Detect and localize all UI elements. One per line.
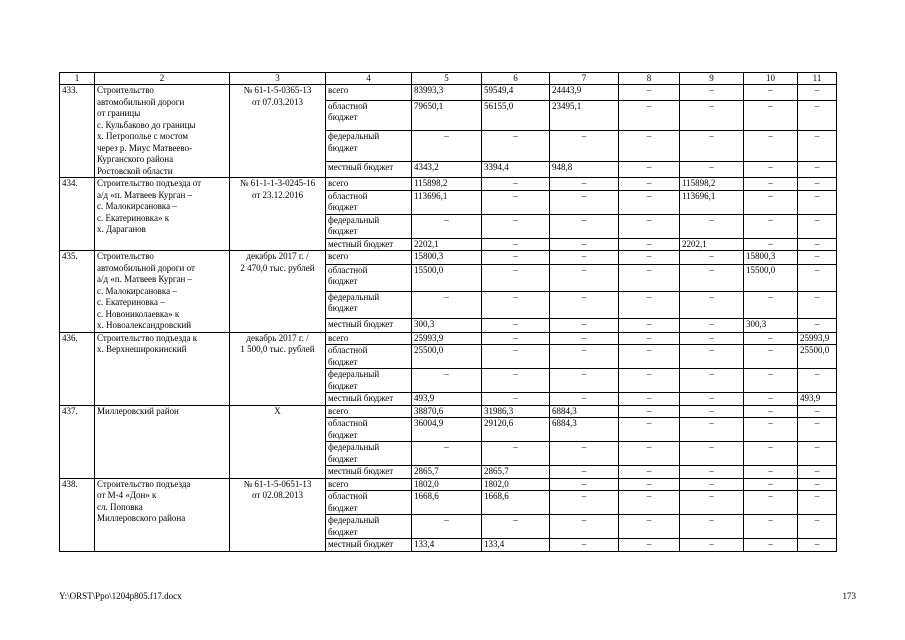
- amount-cell: 3394,4: [482, 162, 550, 178]
- entry-number: 434.: [60, 178, 95, 251]
- funding-source: местный бюджет: [326, 539, 412, 552]
- amount-cell: –: [744, 405, 798, 418]
- amount-cell: –: [744, 539, 798, 552]
- entry-number: 438.: [60, 478, 95, 551]
- column-number-header: 3: [230, 73, 326, 85]
- funding-source: областной бюджет: [326, 491, 412, 515]
- funding-source: областной бюджет: [326, 190, 412, 214]
- amount-cell: –: [619, 291, 680, 318]
- entry-number: 435.: [60, 251, 95, 333]
- amount-cell: –: [744, 466, 798, 479]
- amount-cell: –: [482, 251, 550, 265]
- amount-cell: –: [744, 85, 798, 101]
- amount-cell: –: [550, 190, 619, 214]
- amount-cell: –: [482, 264, 550, 291]
- amount-cell: –: [619, 85, 680, 101]
- amount-cell: 115898,2: [680, 178, 744, 191]
- amount-cell: 493,9: [798, 393, 837, 406]
- table-row: [60, 405, 837, 418]
- amount-cell: –: [482, 291, 550, 318]
- amount-cell: –: [412, 515, 482, 539]
- funding-source: областной бюджет: [326, 100, 412, 131]
- amount-cell: 6884,3: [550, 405, 619, 418]
- amount-cell: –: [550, 251, 619, 265]
- funding-source: федеральный бюджет: [326, 214, 412, 238]
- amount-cell: –: [744, 291, 798, 318]
- amount-cell: –: [744, 369, 798, 393]
- amount-cell: –: [798, 418, 837, 442]
- amount-cell: 2865,7: [412, 466, 482, 479]
- amount-cell: –: [619, 466, 680, 479]
- amount-cell: –: [550, 393, 619, 406]
- amount-cell: –: [798, 162, 837, 178]
- funding-source: областной бюджет: [326, 264, 412, 291]
- amount-cell: –: [412, 442, 482, 466]
- amount-cell: 2202,1: [680, 238, 744, 251]
- amount-cell: –: [482, 369, 550, 393]
- amount-cell: –: [619, 369, 680, 393]
- amount-cell: –: [619, 178, 680, 191]
- amount-cell: –: [798, 442, 837, 466]
- amount-cell: –: [619, 442, 680, 466]
- table-row: [60, 85, 837, 101]
- entry-number: 433.: [60, 85, 95, 178]
- column-number-header: 7: [550, 73, 619, 85]
- amount-cell: –: [744, 515, 798, 539]
- amount-cell: 15500,0: [744, 264, 798, 291]
- column-number-header: 10: [744, 73, 798, 85]
- amount-cell: –: [619, 478, 680, 491]
- amount-cell: 23495,1: [550, 100, 619, 131]
- amount-cell: –: [798, 238, 837, 251]
- amount-cell: –: [798, 515, 837, 539]
- entry-document: декабрь 2017 г. / 1 500,0 тыс. рублей: [230, 332, 326, 405]
- table-row: [60, 178, 837, 191]
- amount-cell: 1802,0: [482, 478, 550, 491]
- amount-cell: –: [619, 393, 680, 406]
- amount-cell: –: [798, 466, 837, 479]
- amount-cell: –: [550, 478, 619, 491]
- entry-document: Х: [230, 405, 326, 478]
- table-row: [60, 251, 837, 265]
- amount-cell: 113696,1: [680, 190, 744, 214]
- amount-cell: –: [550, 466, 619, 479]
- amount-cell: –: [619, 418, 680, 442]
- table-header-row: [60, 73, 837, 85]
- amount-cell: 24443,9: [550, 85, 619, 101]
- amount-cell: –: [798, 178, 837, 191]
- amount-cell: 2865,7: [482, 466, 550, 479]
- funding-source: федеральный бюджет: [326, 291, 412, 318]
- amount-cell: –: [680, 478, 744, 491]
- amount-cell: –: [744, 478, 798, 491]
- amount-cell: –: [550, 318, 619, 332]
- amount-cell: 15500,0: [412, 264, 482, 291]
- amount-cell: 36004,9: [412, 418, 482, 442]
- entry-document: декабрь 2017 г. / 2 470,0 тыс. рублей: [230, 251, 326, 333]
- amount-cell: –: [619, 251, 680, 265]
- entry-document: № 61-1-1-3-0245-16 от 23.12.2016: [230, 178, 326, 251]
- amount-cell: 25993,9: [412, 332, 482, 345]
- amount-cell: –: [680, 318, 744, 332]
- amount-cell: –: [680, 539, 744, 552]
- amount-cell: –: [798, 214, 837, 238]
- amount-cell: 6884,3: [550, 418, 619, 442]
- amount-cell: 493,9: [412, 393, 482, 406]
- amount-cell: –: [619, 515, 680, 539]
- amount-cell: –: [412, 291, 482, 318]
- amount-cell: –: [482, 515, 550, 539]
- amount-cell: –: [744, 190, 798, 214]
- amount-cell: –: [550, 539, 619, 552]
- amount-cell: –: [550, 264, 619, 291]
- amount-cell: 25993,9: [798, 332, 837, 345]
- funding-source: федеральный бюджет: [326, 369, 412, 393]
- amount-cell: –: [744, 345, 798, 369]
- amount-cell: –: [550, 515, 619, 539]
- funding-source: всего: [326, 178, 412, 191]
- funding-source: местный бюджет: [326, 162, 412, 178]
- amount-cell: 29120,6: [482, 418, 550, 442]
- column-number-header: 8: [619, 73, 680, 85]
- amount-cell: –: [680, 332, 744, 345]
- amount-cell: –: [550, 491, 619, 515]
- amount-cell: –: [482, 238, 550, 251]
- entry-description: Строительство автомобильной дороги от границы с. Кульбаково до границы х. Петрополье с мостом через р. Миус Матвеево- Курганского района Ростовской области: [95, 85, 230, 178]
- entry-description: Строительство автомобильной дороги от а/д «п. Матвеев Курган – с. Малокирсановка – с. Екатериновка – с. Новониколаевка» к х. Новоалександровский: [95, 251, 230, 333]
- table-row: [60, 478, 837, 491]
- amount-cell: –: [619, 332, 680, 345]
- amount-cell: –: [798, 100, 837, 131]
- amount-cell: –: [550, 369, 619, 393]
- amount-cell: –: [680, 442, 744, 466]
- amount-cell: –: [680, 291, 744, 318]
- amount-cell: –: [619, 491, 680, 515]
- funding-source: федеральный бюджет: [326, 515, 412, 539]
- amount-cell: –: [680, 100, 744, 131]
- entry-description: Строительство подъезда от М-4 «Дон» к сл. Поповка Миллеровского района: [95, 478, 230, 551]
- column-number-header: 5: [412, 73, 482, 85]
- amount-cell: –: [550, 238, 619, 251]
- amount-cell: –: [744, 100, 798, 131]
- amount-cell: –: [482, 393, 550, 406]
- amount-cell: –: [744, 178, 798, 191]
- amount-cell: –: [550, 291, 619, 318]
- column-number-header: 11: [798, 73, 837, 85]
- funding-source: федеральный бюджет: [326, 442, 412, 466]
- amount-cell: –: [798, 85, 837, 101]
- amount-cell: 115898,2: [412, 178, 482, 191]
- footer-page-number: 173: [842, 591, 856, 601]
- amount-cell: 2202,1: [412, 238, 482, 251]
- amount-cell: –: [619, 214, 680, 238]
- amount-cell: –: [744, 131, 798, 162]
- amount-cell: –: [798, 131, 837, 162]
- amount-cell: –: [798, 318, 837, 332]
- amount-cell: 15800,3: [744, 251, 798, 265]
- amount-cell: –: [619, 264, 680, 291]
- entry-document: № 61-1-5-0651-13 от 02.08.2013: [230, 478, 326, 551]
- amount-cell: –: [798, 539, 837, 552]
- amount-cell: –: [482, 442, 550, 466]
- amount-cell: –: [744, 491, 798, 515]
- amount-cell: –: [619, 131, 680, 162]
- amount-cell: –: [680, 251, 744, 265]
- funding-source: местный бюджет: [326, 466, 412, 479]
- amount-cell: –: [680, 418, 744, 442]
- funding-source: всего: [326, 85, 412, 101]
- funding-source: федеральный бюджет: [326, 131, 412, 162]
- amount-cell: –: [680, 393, 744, 406]
- amount-cell: –: [744, 442, 798, 466]
- amount-cell: –: [619, 190, 680, 214]
- amount-cell: –: [619, 162, 680, 178]
- amount-cell: 15800,3: [412, 251, 482, 265]
- amount-cell: –: [619, 318, 680, 332]
- amount-cell: –: [798, 251, 837, 265]
- amount-cell: 31986,3: [482, 405, 550, 418]
- amount-cell: –: [482, 318, 550, 332]
- amount-cell: 59549,4: [482, 85, 550, 101]
- amount-cell: –: [798, 291, 837, 318]
- amount-cell: –: [619, 100, 680, 131]
- amount-cell: 38870,6: [412, 405, 482, 418]
- amount-cell: –: [744, 162, 798, 178]
- amount-cell: –: [550, 214, 619, 238]
- amount-cell: –: [744, 332, 798, 345]
- amount-cell: 1802,0: [412, 478, 482, 491]
- funding-source: местный бюджет: [326, 393, 412, 406]
- amount-cell: –: [619, 539, 680, 552]
- entry-document: № 61-1-5-0365-13 от 07.03.2013: [230, 85, 326, 178]
- funding-source: всего: [326, 251, 412, 265]
- amount-cell: –: [798, 478, 837, 491]
- amount-cell: –: [482, 345, 550, 369]
- amount-cell: –: [619, 405, 680, 418]
- amount-cell: –: [680, 264, 744, 291]
- funding-source: местный бюджет: [326, 318, 412, 332]
- amount-cell: –: [744, 214, 798, 238]
- amount-cell: –: [550, 332, 619, 345]
- amount-cell: 300,3: [412, 318, 482, 332]
- amount-cell: 25500,0: [798, 345, 837, 369]
- amount-cell: –: [550, 178, 619, 191]
- funding-source: всего: [326, 405, 412, 418]
- entry-number: 437.: [60, 405, 95, 478]
- amount-cell: 133,4: [412, 539, 482, 552]
- entry-number: 436.: [60, 332, 95, 405]
- funding-source: местный бюджет: [326, 238, 412, 251]
- table-row: [60, 332, 837, 345]
- amount-cell: 56155,0: [482, 100, 550, 131]
- amount-cell: –: [798, 190, 837, 214]
- amount-cell: 79650,1: [412, 100, 482, 131]
- amount-cell: –: [798, 264, 837, 291]
- amount-cell: –: [680, 85, 744, 101]
- column-number-header: 2: [95, 73, 230, 85]
- amount-cell: –: [744, 238, 798, 251]
- amount-cell: –: [680, 466, 744, 479]
- amount-cell: –: [412, 214, 482, 238]
- column-number-header: 9: [680, 73, 744, 85]
- amount-cell: –: [798, 369, 837, 393]
- amount-cell: –: [680, 405, 744, 418]
- amount-cell: –: [680, 162, 744, 178]
- amount-cell: 300,3: [744, 318, 798, 332]
- amount-cell: –: [744, 418, 798, 442]
- column-number-header: 6: [482, 73, 550, 85]
- amount-cell: –: [680, 214, 744, 238]
- amount-cell: –: [680, 345, 744, 369]
- amount-cell: 1668,6: [412, 491, 482, 515]
- amount-cell: 113696,1: [412, 190, 482, 214]
- amount-cell: –: [550, 345, 619, 369]
- amount-cell: 133,4: [482, 539, 550, 552]
- amount-cell: 4343,2: [412, 162, 482, 178]
- amount-cell: –: [482, 131, 550, 162]
- entry-description: Миллеровский район: [95, 405, 230, 478]
- funding-source: всего: [326, 478, 412, 491]
- amount-cell: –: [680, 491, 744, 515]
- amount-cell: –: [619, 345, 680, 369]
- amount-cell: –: [412, 131, 482, 162]
- funding-source: областной бюджет: [326, 345, 412, 369]
- amount-cell: –: [680, 131, 744, 162]
- amount-cell: 948,8: [550, 162, 619, 178]
- amount-cell: –: [550, 131, 619, 162]
- amount-cell: –: [744, 393, 798, 406]
- amount-cell: 1668,6: [482, 491, 550, 515]
- funding-source: всего: [326, 332, 412, 345]
- entry-description: Строительство подъезда к х. Верхнеширокинский: [95, 332, 230, 405]
- column-number-header: 1: [60, 73, 95, 85]
- entry-description: Строительство подъезда от а/д «п. Матвеев Курган – с. Малокирсановка – с. Екатериновка» к х. Дараганов: [95, 178, 230, 251]
- budget-table: [59, 72, 837, 552]
- amount-cell: –: [482, 190, 550, 214]
- amount-cell: 83993,3: [412, 85, 482, 101]
- column-number-header: 4: [326, 73, 412, 85]
- amount-cell: –: [619, 238, 680, 251]
- footer-file-path: Y:\ORST\Ppo\1204p805.f17.docx: [59, 591, 182, 601]
- amount-cell: –: [798, 491, 837, 515]
- funding-source: областной бюджет: [326, 418, 412, 442]
- amount-cell: –: [550, 442, 619, 466]
- amount-cell: –: [680, 369, 744, 393]
- amount-cell: 25500,0: [412, 345, 482, 369]
- amount-cell: –: [482, 214, 550, 238]
- amount-cell: –: [798, 405, 837, 418]
- amount-cell: –: [482, 178, 550, 191]
- amount-cell: –: [412, 369, 482, 393]
- amount-cell: –: [482, 332, 550, 345]
- amount-cell: –: [680, 515, 744, 539]
